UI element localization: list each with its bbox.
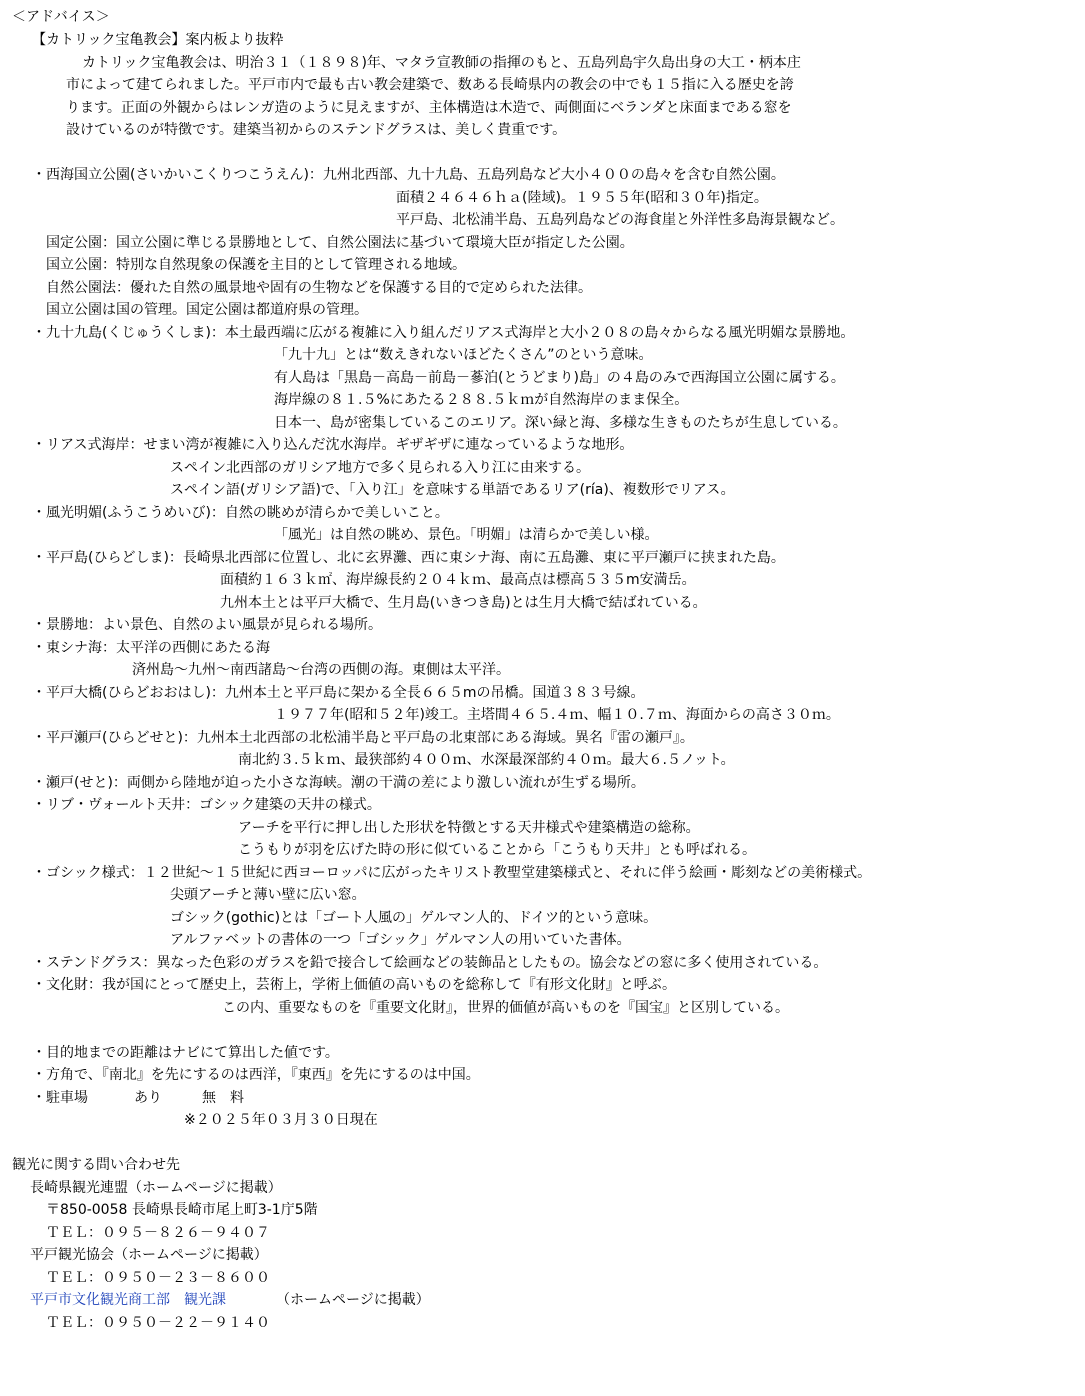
glossary-hirado-detail: 面積約１６３ｋ㎡、海岸線長約２０４ｋｍ、最高点は標高５３５m安満岳。 — [220, 572, 696, 588]
contacts-heading: 観光に関する問い合わせ先 — [12, 1157, 180, 1173]
glossary-gothic: ・ゴシック様式：１２世紀～１５世紀に西ヨーロッパに広がったキリスト教聖堂建築様式と、それに伴う絵画・彫刻などの美術様式。 — [32, 865, 872, 881]
contact-city-note: （ホームページに掲載） — [276, 1292, 430, 1308]
advice-source: 【カトリック宝亀教会】案内板より抜粋 — [32, 32, 284, 48]
glossary-fuko: ・風光明媚(ふうこうめいび)：自然の眺めが清らかで美しいこと。 — [32, 505, 449, 521]
glossary-hirado-detail: 九州本土とは平戸大橋で、生月島(いきつき島)とは生月大橋で結ばれている。 — [220, 595, 707, 611]
description-line: カトリック宝亀教会は、明治３１（１８９８)年、マタラ宣教師の指揮のもと、五島列島宇久島出身の大工・柄本庄 — [82, 55, 801, 71]
glossary-kujuku-detail: 有人島は「黒島－高島－前島－蔘泊(とうどまり)島」の４島のみで西海国立公園に属する。 — [274, 370, 845, 386]
glossary-rias-detail: スペイン語(ガリシア語)で、「入り江」を意味する単語であるリア(ría)、複数形でリアス。 — [170, 482, 735, 498]
glossary-kujuku-detail: 「九十九」とは“数えきれないほどたくさん”のという意味。 — [274, 347, 653, 363]
glossary-saikai-detail: 面積２４６４６ｈａ(陸域)。１９５５年(昭和３０年)指定。 — [396, 190, 768, 206]
glossary-kujuku: ・九十九島(くじゅうくしま)：本土最西端に広がる複雑に入り組んだリアス式海岸と大小２０８の島々からなる風光明媚な景勝地。 — [32, 325, 855, 341]
glossary-ohashi: ・平戸大橋(ひらどおおはし)：九州本土と平戸島に架かる全長６６５mの吊橋。国道３８３号線。 — [32, 685, 645, 701]
glossary-hirado-seto: ・平戸瀬戸(ひらどせと)：九州本土北西部の北松浦半島と平戸島の北東部にある海域。異名『雷の瀬戸』。 — [32, 730, 694, 746]
contact-nagasaki-address: 〒850-0058 長崎県長崎市尾上町3-1庁5階 — [46, 1202, 318, 1218]
glossary-kanri: 国立公園は国の管理。国定公園は都道府県の管理。 — [46, 302, 368, 318]
glossary-kotei: 国定公園：国立公園に準じる景勝地として、自然公園法に基づいて環境大臣が指定した公園。 — [46, 235, 634, 251]
description-line: 設けているのが特徴です。建築当初からのステンドグラスは、美しく貴重です。 — [66, 122, 567, 138]
glossary-rib-vault-detail: アーチを平行に押し出した形状を特徴とする天井様式や建築構造の総称。 — [238, 820, 700, 836]
glossary-kokuritsu: 国立公園：特別な自然現象の保護を主目的として管理される地域。 — [46, 257, 466, 273]
glossary-keishochi: ・景勝地：よい景色、自然のよい風景が見られる場所。 — [32, 617, 382, 633]
glossary-gothic-detail: 尖頭アーチと薄い壁に広い窓。 — [170, 887, 366, 903]
glossary-gothic-detail: ゴシック(gothic)とは「ゴート人風の」ゲルマン人的、ドイツ的という意味。 — [170, 910, 658, 926]
glossary-bunkazai: ・文化財：我が国にとって歴史上，芸術上，学術上価値の高いものを総称して『有形文化財』と呼ぶ。 — [32, 977, 676, 993]
contact-nagasaki-name: 長崎県観光連盟（ホームページに掲載） — [30, 1180, 282, 1196]
description-line: ります。正面の外観からはレンガ造のように見えますが、主体構造は木造で、両側面にベランダと床面まである窓を — [66, 100, 792, 116]
glossary-ohashi-detail: １９７７年(昭和５２年)竣工。主塔間４６５.４ｍ、幅１０.７ｍ、海面からの高さ３０ｍ。 — [274, 707, 840, 723]
glossary-kujuku-detail: 海岸線の８１.５%にあたる２８８.５ｋｍが自然海岸のまま保全。 — [274, 392, 689, 408]
note-distance: ・目的地までの距離はナビにて算出した値です。 — [32, 1045, 339, 1061]
contact-hirado-assoc-name: 平戸観光協会（ホームページに掲載） — [30, 1247, 268, 1263]
glossary-seto: ・瀬戸(せと)：両側から陸地が迫った小さな海峡。潮の干満の差により激しい流れが生ずる場所。 — [32, 775, 645, 791]
glossary-rib-vault: ・リブ・ヴォールト天井：ゴシック建築の天井の様式。 — [32, 797, 381, 813]
glossary-shizenho: 自然公園法：優れた自然の風景地や固有の生物などを保護する目的で定められた法律。 — [46, 280, 592, 296]
contact-city-tel: ＴＥＬ：０９５０－２２－９１４０ — [46, 1315, 270, 1331]
advice-heading: ＜アドバイス＞ — [12, 9, 110, 25]
glossary-stained-glass: ・ステンドグラス：異なった色彩のガラスを鉛で接合して絵画などの装飾品としたもの。協会などの窓に多く使用されている。 — [32, 955, 828, 971]
contact-city-dept-link[interactable]: 平戸市文化観光商工部 観光課 — [30, 1292, 226, 1308]
glossary-higashishina: ・東シナ海：太平洋の西側にあたる海 — [32, 640, 270, 656]
note-direction: ・方角で、『南北』を先にするのは西洋，『東西』を先にするのは中国。 — [32, 1067, 480, 1083]
glossary-saikai: ・西海国立公園(さいかいこくりつこうえん)：九州北西部、九十九島、五島列島など大小４００の島々を含む自然公園。 — [32, 167, 785, 183]
note-parking-available: あり — [134, 1090, 162, 1106]
glossary-rib-vault-detail: こうもりが羽を広げた時の形に似ていることから「こうもり天井」とも呼ばれる。 — [238, 842, 756, 858]
glossary-higashishina-detail: 済州島～九州～南西諸島～台湾の西側の海。東側は太平洋。 — [132, 662, 510, 678]
note-parking-label: ・駐車場 — [32, 1090, 88, 1106]
glossary-gothic-detail: アルファベットの書体の一つ「ゴシック」ゲルマン人の用いていた書体。 — [170, 932, 631, 948]
glossary-rias: ・リアス式海岸：せまい湾が複雑に入り込んだ沈水海岸。ギザギザに連なっているような地形。 — [32, 437, 634, 453]
description-line: 市によって建てられました。平戸市内で最も古い教会建築で、数ある長崎県内の教会の中でも１５指に入る歴史を誇 — [66, 77, 794, 93]
glossary-hirado-seto-detail: 南北約３.５ｋｍ、最狭部約４００ｍ、水深最深部約４０ｍ。最大６.５ノット。 — [238, 752, 735, 768]
contact-hirado-assoc-tel: ＴＥＬ：０９５０－２３－８６００ — [46, 1270, 270, 1286]
glossary-hirado: ・平戸島(ひらどしま)：長崎県北西部に位置し、北に玄界灘、西に東シナ海、南に五島灘、東に平戸瀬戸に挟まれた島。 — [32, 550, 785, 566]
glossary-kujuku-detail: 日本一、島が密集しているこのエリア。深い緑と海、多様な生きものたちが生息している。 — [274, 415, 847, 431]
glossary-rias-detail: スペイン北西部のガリシア地方で多く見られる入り江に由来する。 — [170, 460, 590, 476]
contact-nagasaki-tel: ＴＥＬ：０９５－８２６－９４０７ — [46, 1225, 270, 1241]
note-parking-fee: 無 料 — [202, 1090, 244, 1106]
glossary-bunkazai-detail: この内、重要なものを『重要文化財』，世界的価値が高いものを『国宝』と区別している。 — [222, 1000, 789, 1016]
note-as-of-date: ※２０２５年０３月３０日現在 — [184, 1112, 378, 1128]
glossary-saikai-detail: 平戸島、北松浦半島、五島列島などの海食崖と外洋性多島海景観など。 — [396, 212, 844, 228]
glossary-fuko-detail: 「風光」は自然の眺め、景色。「明媚」は清らかで美しい様。 — [274, 527, 659, 543]
